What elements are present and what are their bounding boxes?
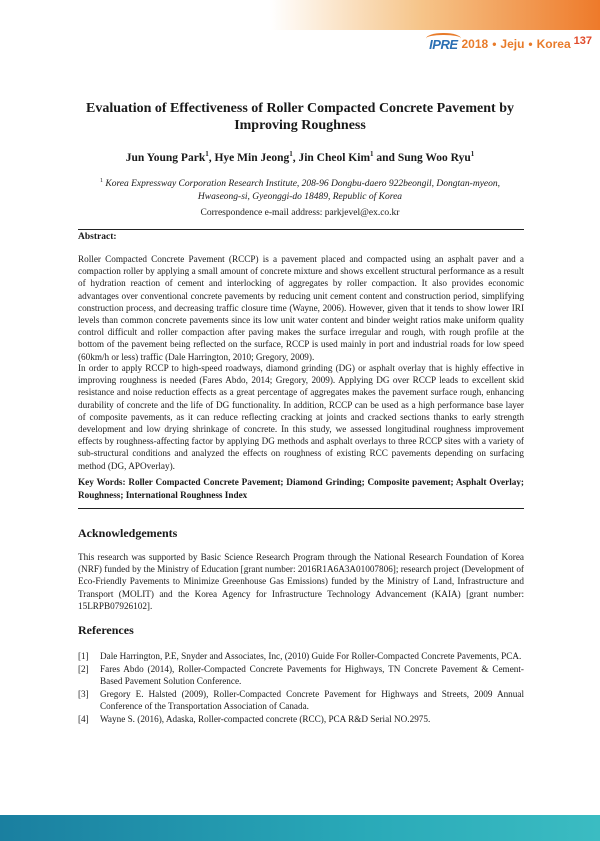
reference-list bbox=[78, 650, 524, 726]
page-number: 137 bbox=[573, 35, 592, 47]
conference-city: Jeju bbox=[500, 37, 525, 51]
author-name: Hye Min Jeong bbox=[214, 151, 290, 164]
reference-text: Gregory E. Halsted (2009), Roller-Compacted Concrete Pavement for Highways and Streets, 2009 Annual Conference of the Transportation Association of Canada. bbox=[100, 689, 524, 711]
divider bbox=[78, 229, 524, 230]
author-affil-sup: 1 bbox=[470, 150, 475, 158]
reference-text: Fares Abdo (2014), Roller-Compacted Concrete Pavements for Highways, TN Concrete Pavement & Cement-Based Pavement Solution Conference. bbox=[100, 664, 524, 686]
author-name: Jun Young Park bbox=[125, 151, 206, 164]
references-heading: References bbox=[78, 623, 134, 637]
abstract-paragraph: Roller Compacted Concrete Pavement (RCCP) is a pavement placed and compacted using an asphalt paver and a compaction roller by applying a small amount of concrete mixture and shows excellent structural performance as a result of hydration reaction of cement and interlocking of aggregates by roller compaction. It also provides economic advantages over conventional concrete pavements by reducing unit cement content and construction period, simplifying construction process, and decreasing traffic closure time (Wayne, 2006). However, given that it tends to show lower IRI levels than common concrete pavements since its low unit water content and binder weight ratios make uniform quality control difficult and roller compaction after paving makes the surface irregular and rough, with rough profile at the bottom of the pavement being reflected on the surface, RCCP is used mainly in port and industrial roads for low speed (60km/h or less) traffic (Dale Harrington, 2010; Gregory, 2009). bbox=[78, 254, 524, 362]
author-separator: , bbox=[292, 151, 299, 164]
ipre-logo: IPRE bbox=[429, 36, 458, 52]
affiliation-text: Korea Expressway Corporation Research Institute, 208-96 Dongbu-daero 922beongil, Dongtan-myeon, Hwaseong-si, Gyeonggi-do 18489, Republic of Korea bbox=[105, 179, 500, 202]
reference-item bbox=[78, 688, 524, 712]
author-affil-sup: 1 bbox=[289, 150, 293, 158]
reference-text: Dale Harrington, P.E, Snyder and Associates, Inc, (2010) Guide For Roller-Compacted Concrete Pavements, PCA. bbox=[100, 651, 522, 661]
acknowledgements-heading: Acknowledgements bbox=[78, 526, 178, 540]
reference-text: Wayne S. (2016), Adaska, Roller-compacted concrete (RCC), PCA R&D Serial NO.2975. bbox=[100, 714, 431, 724]
author-list bbox=[60, 150, 540, 164]
affiliation-sup: 1 bbox=[99, 178, 103, 184]
header-dot: • bbox=[492, 37, 497, 51]
reference-item bbox=[78, 713, 524, 725]
reference-item bbox=[78, 663, 524, 687]
reference-number: [4] bbox=[78, 714, 89, 724]
author-name: Sung Woo Ryu bbox=[397, 151, 471, 164]
paper-title: Evaluation of Effectiveness of Roller Compacted Concrete Pavement by Improving Roughness bbox=[86, 101, 514, 133]
reference-number: [2] bbox=[78, 664, 89, 674]
affiliation bbox=[80, 175, 520, 203]
author-affil-sup: 1 bbox=[370, 150, 374, 158]
reference-number: [1] bbox=[78, 651, 89, 661]
abstract-label: Abstract: bbox=[78, 232, 117, 242]
reference-number: [3] bbox=[78, 689, 89, 699]
footer-gradient-bar bbox=[0, 815, 600, 841]
divider bbox=[78, 508, 524, 509]
keywords: Key Words: Roller Compacted Concrete Pavement; Diamond Grinding; Composite pavement; Asphalt Overlay; Roughness; International Roughness Index bbox=[78, 477, 524, 500]
conference-country: Korea bbox=[536, 37, 571, 51]
author-affil-sup: 1 bbox=[205, 150, 209, 158]
correspondence-email: Correspondence e-mail address: parkjevel@ex.co.kr bbox=[200, 208, 400, 218]
reference-item bbox=[78, 650, 524, 662]
abstract-paragraph: In order to apply RCCP to high-speed roadways, diamond grinding (DG) or asphalt overlay that is highly effective in improving roughness is needed (Fares Abdo, 2014; Gregory, 2009). Applying DG over RCCP leads to excellent skid resistance and noise reduction effects as a great percentage of aggregates makes the pavement surface rough, enhancing durability of concrete and the life of DG functionality. In addition, RCCP can be used as a high performance base layer of composite pavements, as it can reduce reflecting cracking at joints and cracked sections thanks to early strength development and low drying shrinkage of concrete. In this study, we assessed longitudinal roughness improvement effects by roughness-affecting factor by applying DG methods and asphalt overlays to three RCCP sites with a variety of sub-structural conditions and analyzed the effects on roughness of existing RCC pavements depending on surfacing method (DG, APOverlay). bbox=[78, 363, 524, 471]
conference-header bbox=[429, 34, 592, 54]
acknowledgements-text: This research was supported by Basic Science Research Program through the National Research Foundation of Korea (NRF) funded by the Ministry of Education [grant number: 2016R1A6A3A01007806]; research project (Development of Eco-Friendly Pavements to Minimize Greenhouse Gas Emissions) funded by the Ministry of Land, Infrastructure and Transport (MOLIT) and the Korea Agency for Infrastructure Technology Advancement (KAIA) [grant number: 15LRPB07926102]. bbox=[78, 552, 524, 611]
author-separator: , bbox=[208, 151, 215, 164]
author-separator: and bbox=[373, 151, 398, 164]
conference-year: 2018 bbox=[461, 37, 489, 51]
author-name: Jin Cheol Kim bbox=[298, 151, 371, 164]
header-dot: • bbox=[528, 37, 533, 51]
header-gradient-bar bbox=[0, 0, 600, 30]
